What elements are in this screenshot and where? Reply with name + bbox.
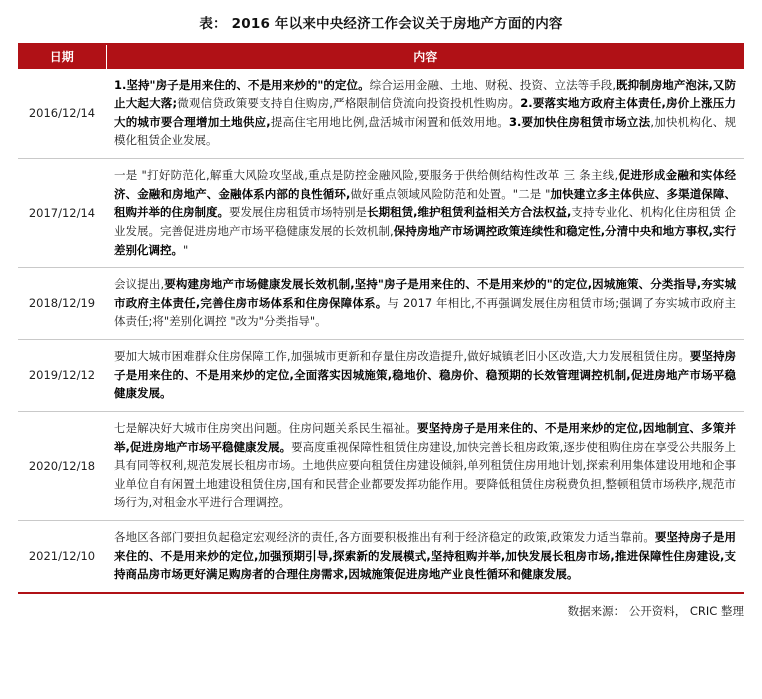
cell-content: 七是解决好大城市住房突出问题。住房问题关系民生福祉。要坚持房子是用来住的、不是用来炒的定位,因地制宜、多策并举,促进房地产市场平稳健康发展。要高度重视保障性租赁住房建设,加快完善长租房政策,逐步使租购住房在享受公共服务上具有同等权利,规范发展长租房市场。土地供应要向租赁住房建设倾斜,单列租赁住房用地计划,探索利用集体建设用地和企事业单位自有闲置土地建设租赁住房,国有和民营企业都要发挥功能作用。要降低租赁住房税费负担,整顿租赁市场秩序,规范市场行为,对租金水平进行合理调控。 [106,411,744,520]
cell-content: 1.坚持"房子是用来住的、不是用来炒的"的定位。综合运用金融、土地、财税、投资、立法等手段,既抑制房地产泡沫,又防止大起大落;微观信贷政策要支持自住购房,严格限制信贷流向投资投机性购房。2.要落实地方政府主体责任,房价上涨压力大的城市要合理增加土地供应,提高住宅用地比例,盘活城市闲置和低效用地。3.要加快住房租赁市场立法,加快机构化、规模化租赁企业发展。 [114,77,736,148]
source-note: 数据来源： 公开资料， CRIC 整理 [567,603,744,618]
table-row [18,159,744,268]
cell-content: 要加大城市困难群众住房保障工作,加强城市更新和存量住房改造提升,做好城镇老旧小区改造,大力发展租赁住房。要坚持房子是用来住的、不是用来炒的定位,全面落实因城施策,稳地价、稳房价、稳预期的长效管理调控机制,促进房地产市场平稳健康发展。 [106,340,744,412]
table-header-row [18,44,744,69]
table-body [18,69,744,593]
table-row [18,268,744,340]
table-row [18,411,744,520]
policy-table [18,43,744,594]
column-header-date: 日期 [18,44,106,69]
cell-date: 2018/12/19 [18,268,106,340]
cell-content: 各地区各部门要担负起稳定宏观经济的责任,各方面要积极推出有利于经济稳定的政策,政策发力适当靠前。要坚持房子是用来住的、不是用来炒的定位,加强预期引导,探索新的发展模式,坚持租购并举,加快发展长租房市场,推进保障性住房建设,支持商品房市场更好满足购房者的合理住房需求,因城施策促进房地产业良性循环和健康发展。 [106,521,744,593]
column-header-content: 内容 [106,44,744,69]
cell-content: 一是 "打好防范化,解重大风险攻坚战,重点是防控金融风险,要服务于供给侧结构性改革 三 条主线,促进形成金融和实体经济、金融和房地产、金融体系内部的良性循环,做好重点领域风险防范和处置。"二是 "加快建立多主体供应、多渠道保障、租购并举的住房制度。要发展住房租赁市场特别是长期租赁,维护租赁利益相关方合法权益,支持专业化、机构化住房租赁 企业发展。完善促进房地产市场平稳健康发展的长效机制,保持房地产市场调控政策连续性和稳定性,分清中央和地方事权,实行差别化调控。" [106,159,744,268]
table-row [18,340,744,412]
cell-content: 会议提出,要构建房地产市场健康发展长效机制,坚持"房子是用来住的、不是用来炒的"的定位,因城施策、分类指导,夯实城市政府主体责任,完善住房市场体系和住房保障体系。与 2017 年相比,不再强调发展住房租赁市场;强调了夯实城市政府主体责任;将"差别化调控 "改为"分类指导"。 [106,268,744,340]
table-header [18,44,744,69]
page-title: 表： 2016 年以来中央经济工作会议关于房地产方面的内容 [199,16,563,32]
table-row [18,521,744,593]
cell-date: 2017/12/14 [18,159,106,268]
cell-date: 2021/12/10 [18,521,106,593]
cell-date: 2019/12/12 [18,340,106,412]
cell-date: 2016/12/14 [28,105,96,120]
table-row [18,69,744,159]
cell-date: 2020/12/18 [18,411,106,520]
